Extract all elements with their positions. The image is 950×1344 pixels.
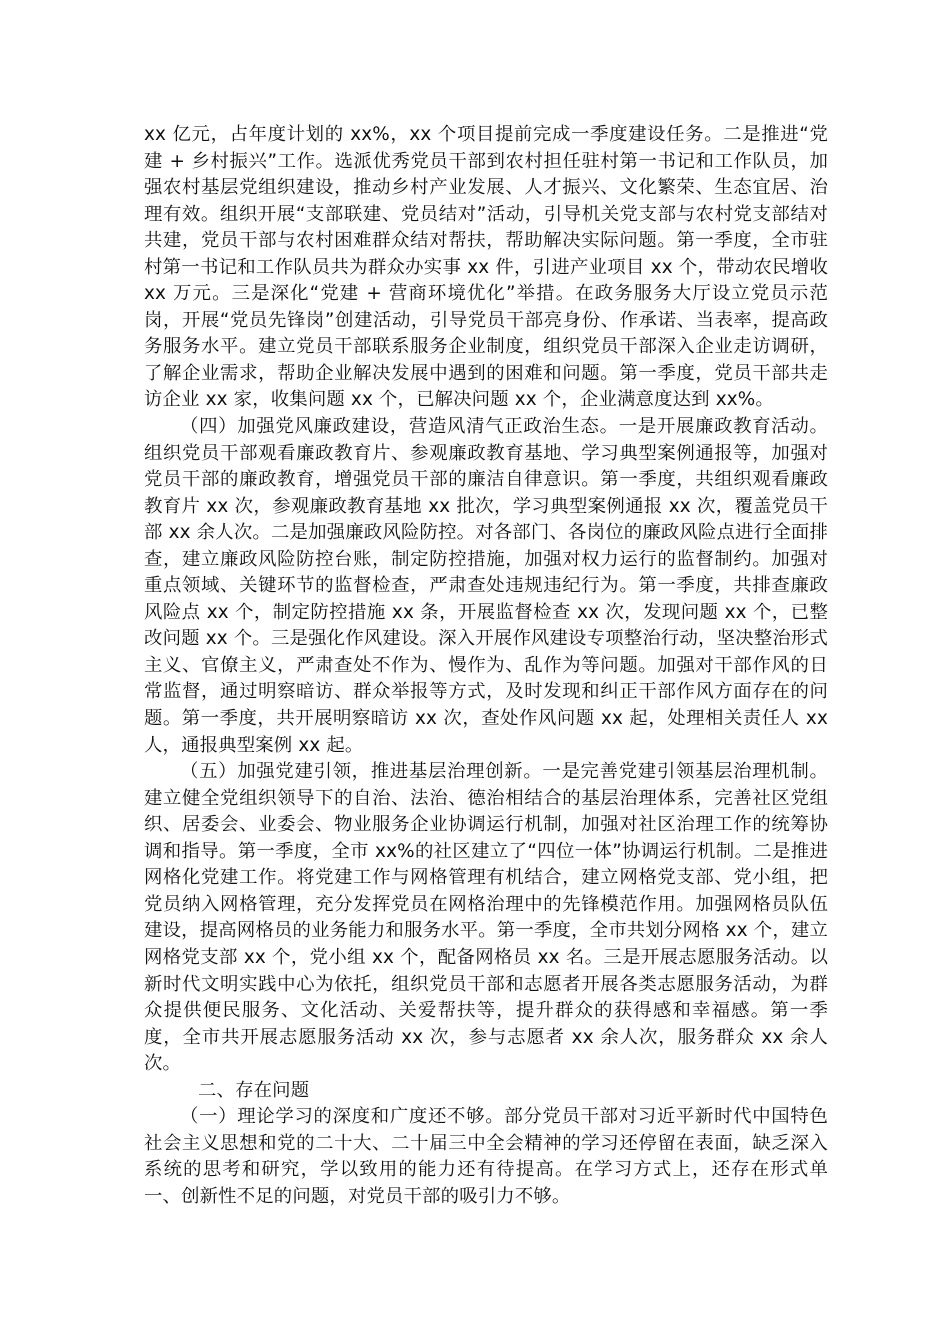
paragraph-section-4: （四）加强党风廉政建设，营造风清气正政治生态。一是开展廉政教育活动。组织党员干部观看廉政教育片、参观廉政教育基地、学习典型案例通报等，加强对党员干部的廉政教育，增强党员干部的廉洁自律意识。第一季度，共组织观看廉政教育片 xx 次，参观廉政教育基地 xx 批次，学习典型案例通报 xx 次，覆盖党员干部 xx 余人次。二是加强廉政风险防控。对各部门、各岗位的廉政风险点进行全面排查，建立廉政风险防控台账，制定防控措施，加强对权力运行的监督制约。加强对重点领域、关键环节的监督检查，严肃查处违规违纪行为。第一季度，共排查廉政风险点 xx 个，制定防控措施 xx 条，开展监督检查 xx 次，发现问题 xx 个，已整改问题 xx 个。三是强化作风建设。深入开展作风建设专项整治行动，坚决整治形式主义、官僚主义，严肃查处不作为、慢作为、乱作为等问题。加强对干部作风的日常监督，通过明察暗访、群众举报等方式，及时发现和纠正干部作风方面存在的问题。第一季度，共开展明察暗访 xx 次，查处作风问题 xx 起，处理相关责任人 xx 人，通报典型案例 xx 起。 (144, 416, 828, 756)
paragraph-continued: xx 亿元，占年度计划的 xx%，xx 个项目提前完成一季度建设任务。二是推进“党建 + 乡村振兴”工作。选派优秀党员干部到农村担任驻村第一书记和工作队员，加强农村基层党组织建设，推动乡村产业发展、人才振兴、文化繁荣、生态宜居、治理有效。组织开展“支部联建、党员结对”活动，引导机关党支部与农村党支部结对共建，党员干部与农村困难群众结对帮扶，帮助解决实际问题。第一季度，全市驻村第一书记和工作队员共为群众办实事 xx 件，引进产业项目 xx 个，带动农民增收 xx 万元。三是深化“党建 + 营商环境优化”举措。在政务服务大厅设立党员示范岗，开展“党员先锋岗”创建活动，引导党员干部亮身份、作承诺、当表率，提高政务服务水平。建立党员干部联系服务企业制度，组织党员干部深入企业走访调研，了解企业需求，帮助企业解决发展中遇到的困难和问题。第一季度，党员干部共走访企业 xx 家，收集问题 xx 个，已解决问题 xx 个，企业满意度达到 xx%。 (144, 124, 828, 411)
section-heading-problems: 二、存在问题 (198, 1079, 310, 1101)
paragraph-section-5: （五）加强党建引领，推进基层治理创新。一是完善党建引领基层治理机制。建立健全党组织领导下的自治、法治、德治相结合的基层治理体系，完善社区党组织、居委会、业委会、物业服务企业协调运行机制，加强对社区治理工作的统筹协调和指导。第一季度，全市 xx%的社区建立了“四位一体”协调运行机制。二是推进网格化党建工作。将党建工作与网格管理有机结合，建立网格党支部、党小组，把党员纳入网格管理，充分发挥党员在网格治理中的先锋模范作用。加强网格员队伍建设，提高网格员的业务能力和服务水平。第一季度，全市共划分网格 xx 个，建立网格党支部 xx 个，党小组 xx 个，配备网格员 xx 名。三是开展志愿服务活动。以新时代文明实践中心为依托，组织党员干部和志愿者开展各类志愿服务活动，为群众提供便民服务、文化活动、关爱帮扶等，提升群众的获得感和幸福感。第一季度，全市共开展志愿服务活动 xx 次，参与志愿者 xx 余人次，服务群众 xx 余人次。 (144, 761, 828, 1075)
paragraph-problem-1: （一）理论学习的深度和广度还不够。部分党员干部对习近平新时代中国特色社会主义思想和党的二十大、二十届三中全会精神的学习还停留在表面，缺乏深入系统的思考和研究，学以致用的能力还有待提高。在学习方式上，还存在形式单一、创新性不足的问题，对党员干部的吸引力不够。 (144, 1106, 828, 1207)
document-page (144, 122, 828, 1210)
